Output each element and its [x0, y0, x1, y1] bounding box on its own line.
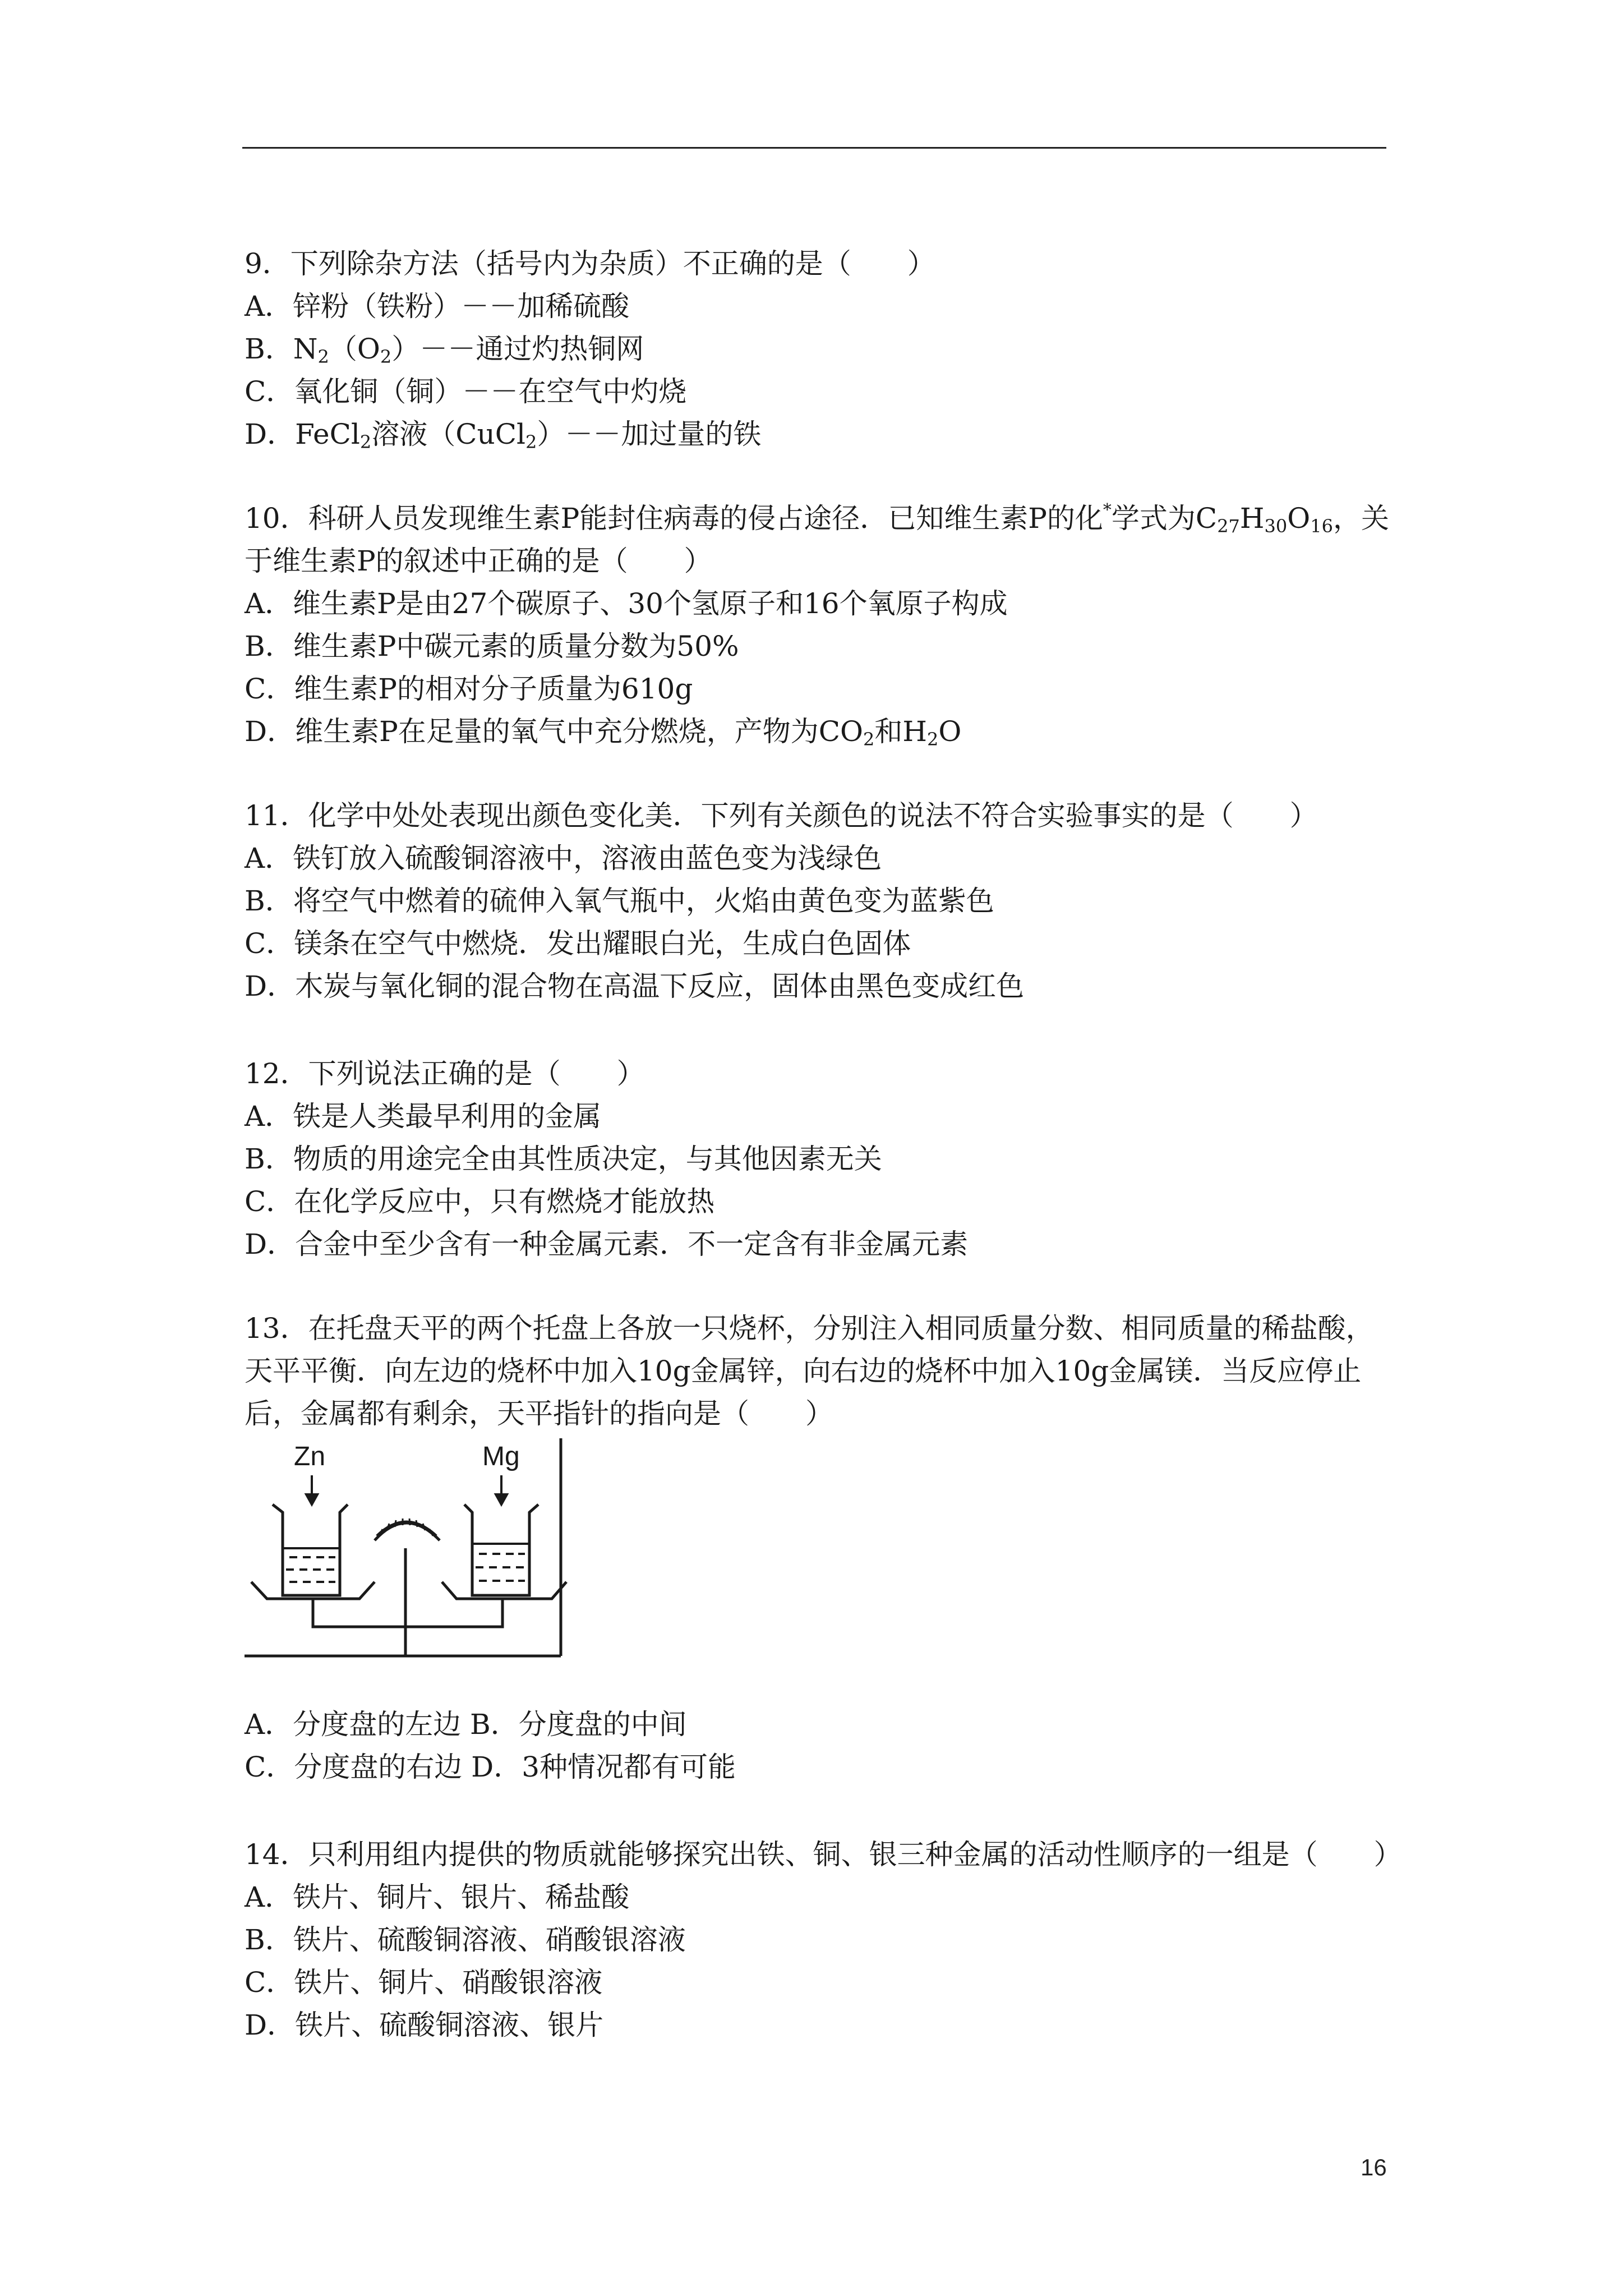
- option-a: A．铁是人类最早利用的金属: [245, 1100, 602, 1133]
- option-b: B．维生素P中碳元素的质量分数为50%: [245, 630, 739, 662]
- option-a: A．维生素P是由27个碳原子、30个氢原子和16个氧原子构成: [245, 587, 1008, 620]
- question-stem-line-2: 天平平衡．向左边的烧杯中加入10g金属锌，向右边的烧杯中加入10g金属镁．当反应停止: [245, 1355, 1362, 1387]
- subscript: 2: [359, 431, 372, 453]
- stray-mark: *: [1103, 500, 1112, 520]
- option-c: C．在化学反应中，只有燃烧才能放热: [245, 1185, 715, 1218]
- subscript: 2: [926, 729, 939, 750]
- balance-diagram: [245, 1436, 570, 1663]
- subscript: 30: [1264, 516, 1288, 537]
- subscript: 2: [317, 346, 329, 367]
- option-b: B．物质的用途完全由其性质决定，与其他因素无关: [245, 1143, 882, 1175]
- option-a: A．铁钉放入硫酸铜溶液中，溶液由蓝色变为浅绿色: [245, 842, 882, 875]
- option-a: A．锌粉（铁粉）－－加稀硫酸: [245, 290, 630, 323]
- subscript: 27: [1217, 516, 1240, 537]
- question-stem: 14．只利用组内提供的物质就能够探究出铁、铜、银三种金属的活动性顺序的一组是（ ）: [245, 1838, 1402, 1871]
- question-9: [245, 242, 1389, 455]
- option-a: A．铁片、铜片、银片、稀盐酸: [245, 1881, 630, 1913]
- option-c: C．氧化铜（铜）－－在空气中灼烧: [245, 375, 687, 408]
- question-10: [245, 497, 1389, 753]
- subscript: 16: [1310, 516, 1333, 537]
- question-stem-line-1: 13．在托盘天平的两个托盘上各放一只烧杯，分别注入相同质量分数、相同质量的稀盐酸，: [245, 1312, 1374, 1345]
- option-d: D．维生素P在足量的氧气中充分燃烧，产物为$CO_2$和$H_2O$: [245, 715, 962, 750]
- page-number: 16: [1361, 2154, 1387, 2180]
- option-d: D．合金中至少含有一种金属元素．不一定含有非金属元素: [245, 1228, 969, 1260]
- question-14: [245, 1833, 1402, 2046]
- question-stem-line-3: 后，金属都有剩余，天平指针的指向是（ ）: [245, 1397, 833, 1430]
- option-row-ab: A．分度盘的左边 B．分度盘的中间: [245, 1708, 687, 1741]
- question-stem-line-1: 10．科研人员发现维生素P能封住病毒的侵占途径．已知维生素P的化*学式为$C_{27}H_{30}O_{16}$，关: [245, 500, 1389, 537]
- right-beaker: [464, 1504, 538, 1595]
- question-13-options: [245, 1703, 1389, 1788]
- subscript: 2: [380, 346, 392, 367]
- question-13: [245, 1307, 1389, 1435]
- option-b: B．铁片、硫酸铜溶液、硝酸银溶液: [245, 1924, 686, 1956]
- magnesium-label: Mg: [482, 1442, 520, 1471]
- option-d: D．铁片、硫酸铜溶液、银片: [245, 2009, 604, 2041]
- question-11: [245, 794, 1389, 1007]
- header-rule: [242, 147, 1386, 149]
- question-stem-line-2: 于维生素P的叙述中正确的是（ ）: [245, 545, 712, 577]
- option-b: B．将空气中燃着的硫伸入氧气瓶中，火焰由黄色变为蓝紫色: [245, 885, 994, 917]
- question-stem: 9．下列除杂方法（括号内为杂质）不正确的是（ ）: [245, 247, 935, 280]
- zinc-label: Zn: [294, 1442, 326, 1471]
- option-c: C．维生素P的相对分子质量为610g: [245, 673, 693, 705]
- option-b: B．$N_2(O_2)--$通过灼热铜网: [245, 333, 644, 367]
- option-d: D．木炭与氧化铜的混合物在高温下反应，固体由黑色变成红色: [245, 970, 1025, 1002]
- lever: [313, 1599, 502, 1627]
- option-c: C．镁条在空气中燃烧．发出耀眼白光，生成白色固体: [245, 927, 911, 960]
- question-stem: 11．化学中处处表现出颜色变化美．下列有关颜色的说法不符合实验事实的是（ ）: [245, 799, 1318, 832]
- option-d: D．FeCl$_2$溶液（CuCl$_2$）－－加过量的铁: [245, 418, 762, 453]
- question-stem: 12．下列说法正确的是（ ）: [245, 1057, 645, 1090]
- subscript: 2: [863, 729, 875, 750]
- option-row-cd: C．分度盘的右边 D．3种情况都有可能: [245, 1751, 736, 1783]
- subscript: 2: [525, 431, 537, 453]
- option-c: C．铁片、铜片、硝酸银溶液: [245, 1966, 603, 1999]
- question-12: [245, 1052, 1389, 1266]
